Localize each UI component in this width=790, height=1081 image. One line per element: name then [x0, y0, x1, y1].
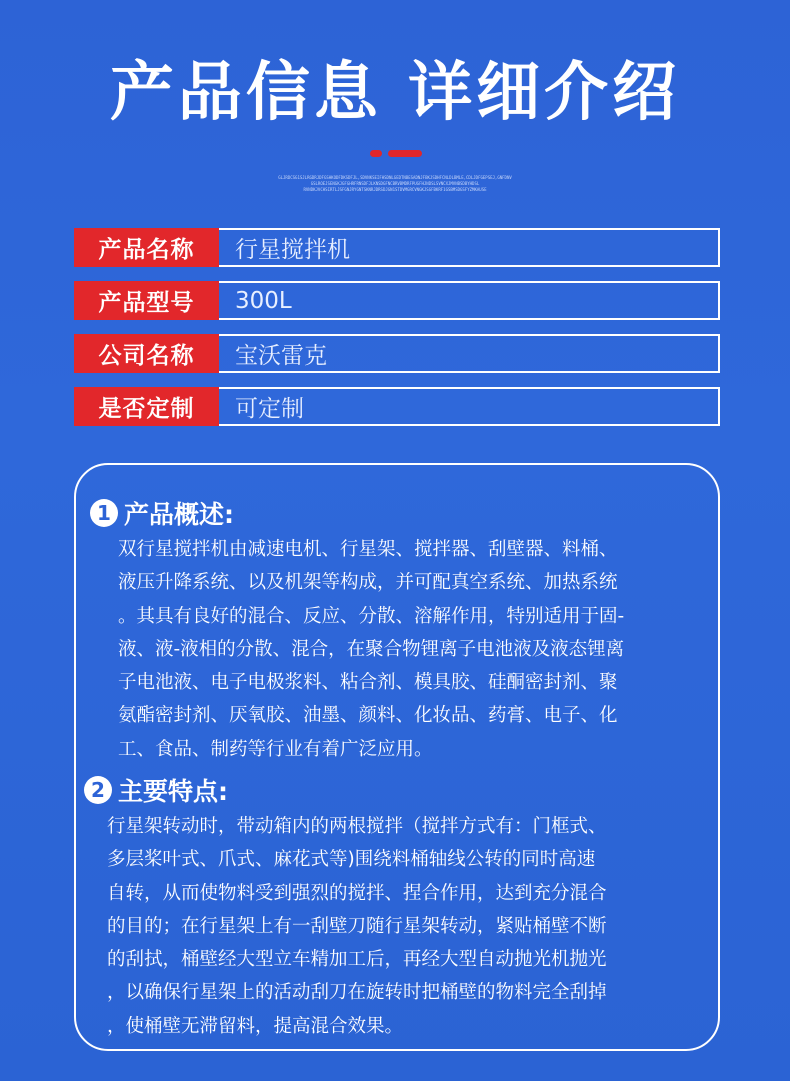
overview-paragraph	[118, 533, 624, 766]
overview-heading	[90, 495, 234, 531]
paragraph-line: 行星架转动时，带动箱内的两根搅拌（搅拌方式有：门框式、	[107, 816, 607, 837]
title-decoration-bar	[388, 150, 422, 157]
spec-value: 可定制	[235, 396, 304, 422]
spec-row-company	[74, 334, 720, 373]
spec-table	[74, 228, 720, 440]
fine-print	[230, 175, 560, 193]
paragraph-line: 多层桨叶式、爪式、麻花式等)围绕料桶轴线公转的同时高速	[107, 849, 596, 871]
overview-title: 产品概述:	[124, 500, 234, 529]
paragraph-line: ，以确保行星架上的活动刮刀在旋转时把桶壁的物料完全刮掉	[107, 982, 607, 1004]
paragraph-line: 液压升降系统、以及机架等构成，并可配真空系统、加热系统	[118, 572, 618, 594]
features-paragraph	[107, 810, 607, 1043]
paragraph-line: 的目的；在行星架上有一刮壁刀随行星架转动，紧贴桶壁不断	[107, 915, 607, 937]
paragraph-line: 。其具有良好的混合、反应、分散、溶解作用，特别适用于固-	[118, 605, 625, 627]
page-title: 产品信息 详细介绍	[109, 56, 681, 130]
spec-row-product-name	[74, 228, 720, 267]
fine-print-line: GSLROEJSENGKJGFGHRFRNSDFJLKNSDGFNCBRVBMDRFPUGFHJNDSLSVNCXJMVNBSDBYHDSL	[310, 181, 480, 186]
spec-label: 产品名称	[74, 228, 219, 267]
spec-value: 300L	[235, 287, 292, 314]
features-title: 主要特点:	[118, 777, 228, 806]
paragraph-line: ，使桶壁无滞留料，提高混合效果。	[107, 1015, 404, 1037]
paragraph-line: 工、食品、制药等行业有着广泛应用。	[118, 738, 433, 760]
number-one-icon: 1	[90, 499, 118, 527]
spec-value: 行星搅拌机	[235, 237, 350, 263]
paragraph-line: 自转，从而使物料受到强烈的搅拌、捏合作用，达到充分混合	[107, 882, 607, 904]
spec-row-model	[74, 281, 720, 320]
paragraph-line: 的刮拭，桶壁经大型立车精加工后，再经大型自动抛光机抛光	[107, 949, 607, 971]
fine-print-line: GLJRDCSG1SJLRGDRJDFGSHKODFDKSDFJL,SDVNKSEIFHSDNLGEDTNBESADNJFBKJSDHFCNLDLBMLE,CDLJDFGEPSEJ,GNFDNV	[278, 175, 512, 180]
paragraph-line: 双行星搅拌机由减速电机、行星架、搅拌器、刮壁器、料桶、	[118, 539, 618, 560]
features-heading	[84, 772, 228, 808]
paragraph-line: 液、液-液相的分散、混合，在聚合物锂离子电池液及液态锂离	[118, 638, 625, 660]
title-decoration-dot	[370, 150, 382, 157]
spec-label: 公司名称	[74, 334, 219, 373]
spec-value: 宝沃雷克	[235, 343, 327, 369]
spec-label: 是否定制	[74, 387, 219, 426]
paragraph-line: 子电池液、电子电极浆料、粘合剂、模具胶、硅酮密封剂、聚	[118, 672, 618, 694]
spec-row-customizable	[74, 387, 720, 426]
fine-print-line: RVNDKJVCHSIRTLJSFGNJRYGNTSKNRJDRSDJGN1STDVMGRCVNGKJSGFBKRF1GSBMSDGSFYZMKAUSE	[303, 187, 487, 192]
paragraph-line: 氨酯密封剂、厌氧胶、油墨、颜料、化妆品、药膏、电子、化	[118, 705, 618, 727]
spec-label: 产品型号	[74, 281, 219, 320]
number-two-icon: 2	[84, 776, 112, 804]
